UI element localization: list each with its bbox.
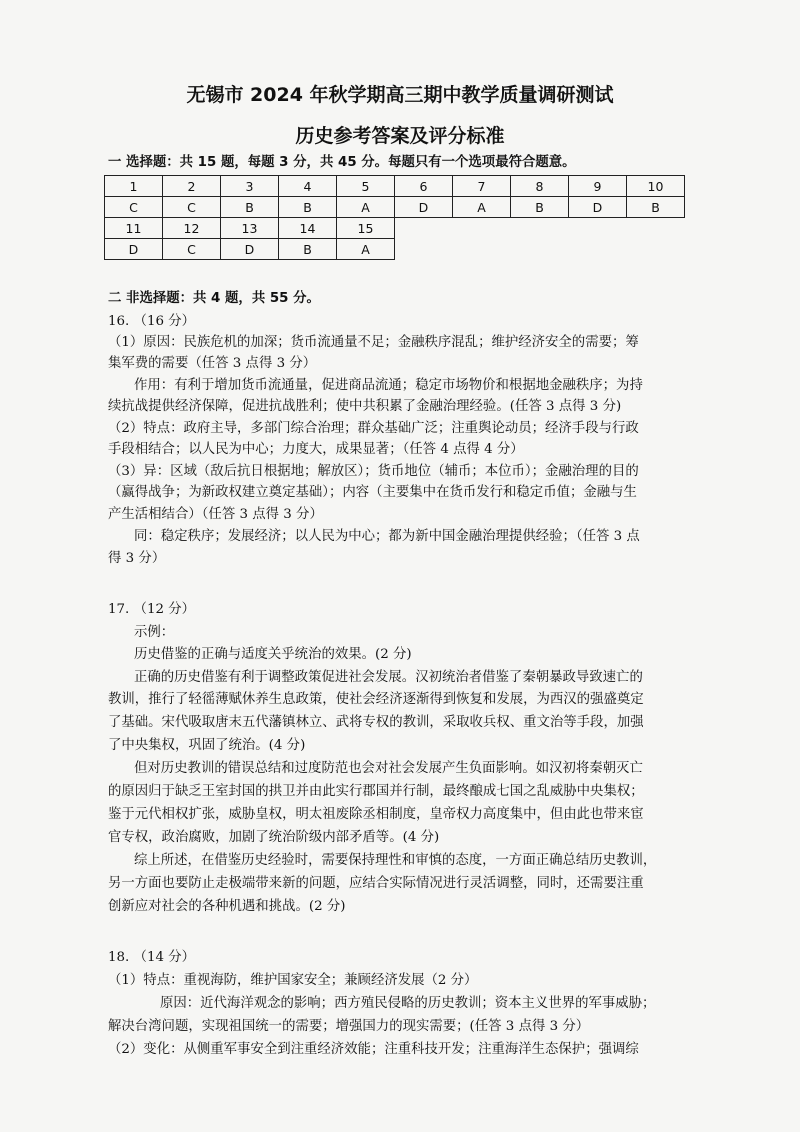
question-number: 14 — [279, 218, 337, 239]
text-line: 了基础。宋代吸取唐末五代藩镇林立、武将专权的教训，采取收兵权、重文治等手段，加强 — [108, 715, 644, 730]
answer-cell: C — [163, 239, 221, 260]
answer-cell: A — [337, 197, 395, 218]
text-line: （2）变化：从侧重军事安全到注重经济效能；注重科技开发；注重海洋生态保护；强调综 — [108, 1042, 639, 1057]
text-line: 示例： — [134, 625, 175, 640]
text-line: （2）特点：政府主导，多部门综合治理；群众基础广泛；注重舆论动员；经济手段与行政 — [108, 421, 639, 436]
text-line: （3）异：区域（敌后抗日根据地；解放区）；货币地位（辅币；本位币）；金融治理的目的 — [108, 464, 639, 479]
answer-cell: C — [105, 197, 163, 218]
text-line: 另一方面也要防止走极端带来新的问题，应结合实际情况进行灵活调整，同时，还需要注重 — [108, 876, 644, 891]
question-number: 2 — [163, 176, 221, 197]
text-line: 手段相结合；以人民为中心；力度大，成果显著；（任答 4 点得 4 分） — [108, 442, 524, 457]
answer-cell: D — [105, 239, 163, 260]
text-line: 产生活相结合）（任答 3 点得 3 分） — [108, 507, 323, 522]
question-number: 12 — [163, 218, 221, 239]
question-number: 10 — [627, 176, 685, 197]
text-line: 续抗战提供经济保障，促进抗战胜利；使中共积累了金融治理经验。(任答 3 点得 3 分) — [108, 399, 622, 414]
answer-cell: D — [395, 197, 453, 218]
table-row — [105, 176, 685, 197]
text-line: （1）原因：民族危机的加深；货币流通量不足；金融秩序混乱；维护经济安全的需要；筹 — [108, 335, 639, 350]
q17-header: 17. （12 分） — [108, 602, 196, 617]
answer-cell: B — [279, 239, 337, 260]
text-line: 综上所述，在借鉴历史经验时，需要保持理性和审慎的态度，一方面正确总结历史教训， — [134, 853, 657, 868]
answer-cell: B — [627, 197, 685, 218]
section1-heading: 一 选择题：共 15 题，每题 3 分，共 45 分。每题只有一个选项最符合题意。 — [108, 155, 576, 170]
empty-cell — [395, 218, 685, 239]
text-line: 了中央集权，巩固了统治。(4 分) — [108, 738, 306, 753]
answer-cell: B — [279, 197, 337, 218]
table-row — [105, 197, 685, 218]
question-number: 4 — [279, 176, 337, 197]
answer-cell: B — [221, 197, 279, 218]
question-number: 3 — [221, 176, 279, 197]
question-number: 6 — [395, 176, 453, 197]
question-number: 15 — [337, 218, 395, 239]
answer-cell: A — [453, 197, 511, 218]
table-row — [105, 239, 685, 260]
text-line: 但对历史教训的错误总结和过度防范也会对社会发展产生负面影响。如汉初将秦朝灭亡 — [134, 761, 643, 776]
document-title: 无锡市 2024 年秋学期高三期中教学质量调研测试 — [186, 84, 614, 106]
text-line: 的原因归于缺乏王室封国的拱卫并由此实行郡国并行制，最终酿成七国之乱威胁中央集权； — [108, 784, 644, 799]
text-line: 历史借鉴的正确与适度关乎统治的效果。(2 分) — [134, 647, 412, 662]
text-line: 创新应对社会的各种机遇和挑战。(2 分) — [108, 899, 346, 914]
text-line: 官专权，政治腐败，加剧了统治阶级内部矛盾等。(4 分) — [108, 830, 440, 845]
answer-cell: D — [569, 197, 627, 218]
question-number: 11 — [105, 218, 163, 239]
answer-cell: B — [511, 197, 569, 218]
section2-heading: 二 非选择题：共 4 题，共 55 分。 — [108, 291, 320, 306]
text-line: 作用：有利于增加货币流通量，促进商品流通；稳定市场物价和根据地金融秩序；为持 — [134, 378, 643, 393]
text-line: 解决台湾问题，实现祖国统一的需要；增强国力的现实需要；(任答 3 点得 3 分） — [108, 1019, 590, 1034]
text-line: 正确的历史借鉴有利于调整政策促进社会发展。汉初统治者借鉴了秦朝暴政导致速亡的 — [134, 670, 643, 685]
document-subtitle: 历史参考答案及评分标准 — [295, 125, 505, 147]
table-row — [105, 218, 685, 239]
answer-cell: A — [337, 239, 395, 260]
question-number: 7 — [453, 176, 511, 197]
text-line: 教训，推行了轻徭薄赋休养生息政策，使社会经济逐渐得到恢复和发展，为西汉的强盛奠定 — [108, 692, 644, 707]
text-line: 鉴于元代相权扩张，威胁皇权，明太祖废除丞相制度，皇帝权力高度集中，但由此也带来宦 — [108, 807, 644, 822]
text-line: 同：稳定秩序；发展经济；以人民为中心；都为新中国金融治理提供经验；（任答 3 点 — [134, 529, 640, 544]
question-number: 13 — [221, 218, 279, 239]
question-number: 5 — [337, 176, 395, 197]
answer-table — [104, 175, 685, 260]
text-line: 得 3 分） — [108, 551, 166, 566]
text-line: （1）特点：重视海防，维护国家安全；兼顾经济发展（2 分） — [108, 973, 478, 988]
text-line: 原因：近代海洋观念的影响；西方殖民侵略的历史教训；资本主义世界的军事威胁； — [160, 996, 656, 1011]
answer-cell: D — [221, 239, 279, 260]
empty-cell — [395, 239, 685, 260]
text-line: （赢得战争；为新政权建立奠定基础）；内容（主要集中在货币发行和稳定币值；金融与生 — [108, 485, 637, 500]
question-number: 9 — [569, 176, 627, 197]
answer-cell: C — [163, 197, 221, 218]
q16-header: 16. （16 分） — [108, 314, 196, 329]
question-number: 1 — [105, 176, 163, 197]
question-number: 8 — [511, 176, 569, 197]
q18-header: 18. （14 分） — [108, 950, 196, 965]
text-line: 集军费的需要（任答 3 点得 3 分） — [108, 356, 317, 371]
